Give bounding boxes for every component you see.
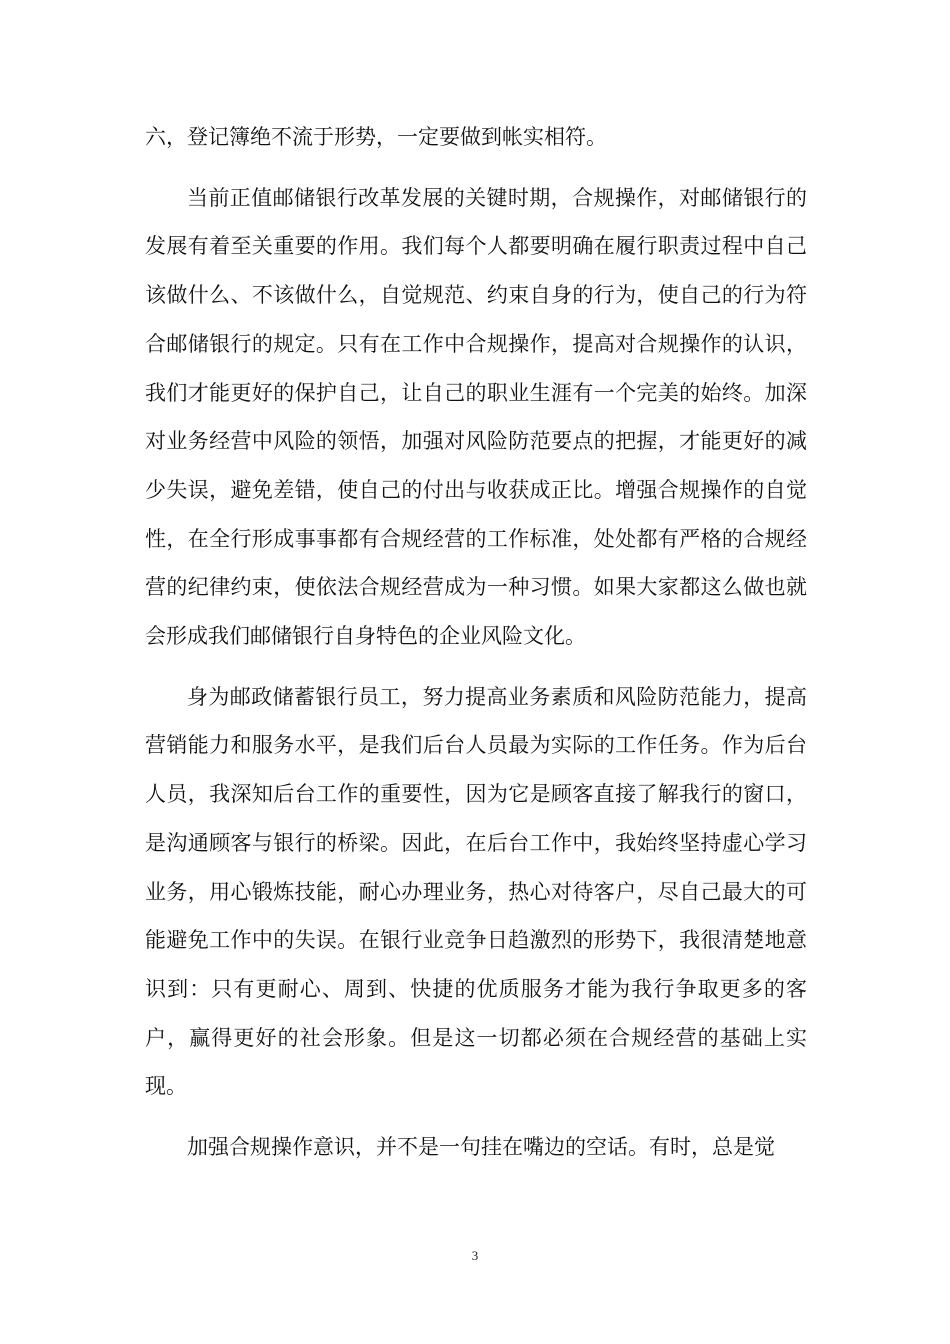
paragraph-back-office-role: 身为邮政储蓄银行员工，努力提高业务素质和风险防范能力，提高营销能力和服务水平，是我们后台人员最为实际的工作任务。作为后台人员，我深知后台工作的重要性，因为它是顾客直接了解我行的窗口，是沟通顾客与银行的桥梁。因此，在后台工作中，我始终坚持虚心学习业务，用心锻炼技能，耐心办理业务，热心对待客户，尽自己最大的可能避免工作中的失误。在银行业竞争日趋激烈的形势下，我很清楚地意识到：只有更耐心、周到、快捷的优质服务才能为我行争取更多的客户，赢得更好的社会形象。但是这一切都必须在合规经营的基础上实现。 [145,684,807,1099]
paragraph-item-6: 六，登记簿绝不流于形势，一定要做到帐实相符。 [145,125,607,149]
paragraph-compliance-awareness: 加强合规操作意识，并不是一句挂在嘴边的空话。有时，总是觉 [187,1135,775,1160]
paragraph-compliance-importance: 当前正值邮储银行改革发展的关键时期，合规操作，对邮储银行的发展有着至关重要的作用。我们每个人都要明确在履行职责过程中自己该做什么、不该做什么，自觉规范、约束自身的行为，使自己的行为符合邮储银行的规定。只有在工作中合规操作，提高对合规操作的认识，我们才能更好的保护自己，让自己的职业生涯有一个完美的始终。加深对业务经营中风险的领悟，加强对风险防范要点的把握，才能更好的减少失误，避免差错，使自己的付出与收获成正比。增强合规操作的自觉性，在全行形成事事都有合规经营的工作标准，处处都有严格的合规经营的纪律约束，使依法合规经营成为一种习惯。如果大家都这么做也就会形成我们邮储银行自身特色的企业风险文化。 [145,185,807,649]
document-body [145,113,807,1184]
page-number: 3 [471,1248,479,1263]
